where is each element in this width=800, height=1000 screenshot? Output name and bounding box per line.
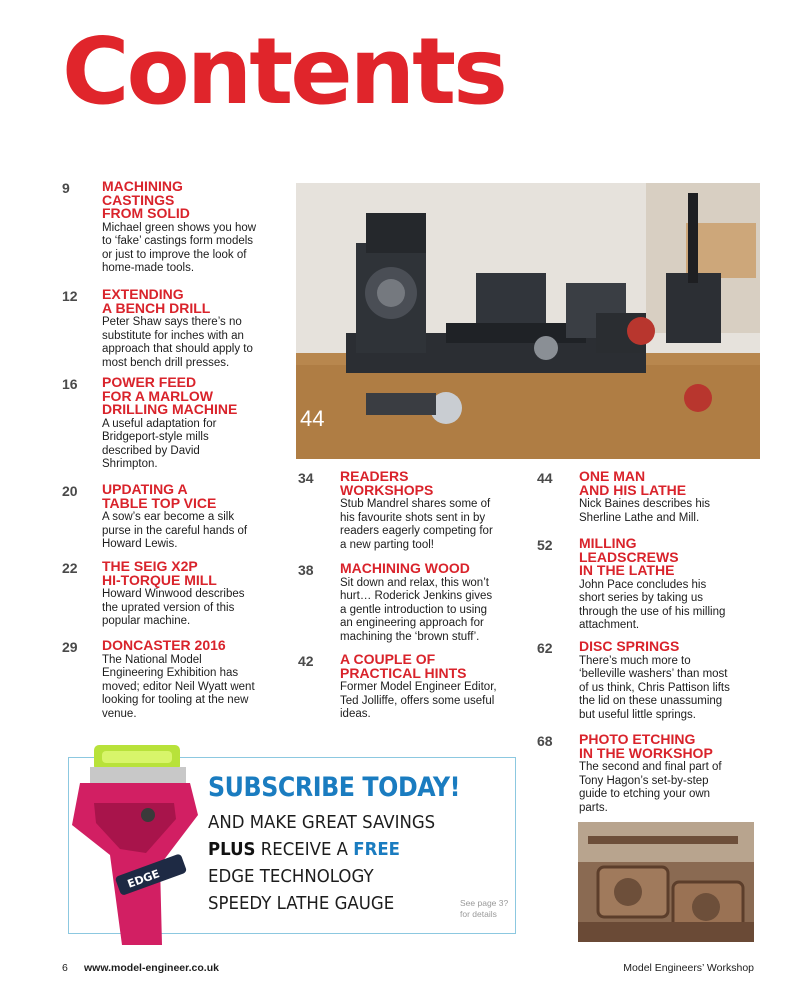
subscribe-line-gauge: SPEEDY LATHE GAUGE xyxy=(208,893,395,914)
entry-description-line: home-made tools. xyxy=(102,262,195,274)
entry-description-line: A sow’s ear become a silk xyxy=(102,511,235,523)
entry-body xyxy=(340,562,518,644)
entry-heading-line: DISC SPRINGS xyxy=(579,638,680,654)
subscribe-line-savings: AND MAKE GREAT SAVINGS xyxy=(208,812,436,833)
entry-description-line: the uprated version of this xyxy=(102,601,235,614)
gauge-brand-label: EDGE xyxy=(125,867,162,891)
entry-description-line: Tony Hagon’s set-by-step xyxy=(579,774,709,787)
entry-page-number: 12 xyxy=(62,288,78,304)
entry-description-line: through the use of his milling xyxy=(579,605,726,618)
entry-description-line: The second and final part of xyxy=(579,761,722,773)
free-word: FREE xyxy=(353,839,400,860)
entry-heading-line: A BENCH DRILL xyxy=(102,299,211,316)
entry-heading xyxy=(579,733,757,760)
entry-description-line: moved; editor Neil Wyatt went xyxy=(102,680,255,693)
entry-description xyxy=(579,498,757,525)
entry-heading-line: PHOTO ETCHING xyxy=(579,731,696,747)
entry-description xyxy=(102,222,280,276)
entry-body xyxy=(102,560,280,629)
entry-heading-line: FROM SOLID xyxy=(102,205,190,221)
footer-url[interactable]: www.model-engineer.co.uk xyxy=(84,962,219,974)
entry-body xyxy=(102,376,280,472)
entry-description xyxy=(579,761,757,815)
entry-heading xyxy=(579,640,757,654)
entry-description-line: John Pace concludes his xyxy=(579,578,707,591)
entry-description-line: Bridgeport-style mills xyxy=(102,431,209,443)
entry-page-number: 42 xyxy=(298,653,314,669)
entry-description xyxy=(102,588,280,629)
entry-description-line: The National Model xyxy=(102,653,202,666)
entry-description-line: or just to improve the look of xyxy=(102,248,247,261)
etching-photo xyxy=(578,822,754,942)
entry-heading xyxy=(102,639,280,653)
footer-magazine: Model Engineers’ Workshop xyxy=(623,962,754,974)
entry-description-line: Howard Lewis. xyxy=(102,538,178,550)
entry-description-line: Ted Jolliffe, offers some useful xyxy=(340,694,495,707)
entry-heading xyxy=(340,470,518,497)
entry-description-line: Sit down and relax, this won’t xyxy=(340,576,489,589)
entry-heading xyxy=(102,376,280,417)
entry-page-number: 68 xyxy=(537,733,553,749)
entry-heading-line: IN THE WORKSHOP xyxy=(579,744,713,761)
entry-heading xyxy=(340,562,518,576)
entry-page-number: 29 xyxy=(62,639,78,655)
entry-description xyxy=(340,681,518,722)
entry-heading-line: POWER FEED xyxy=(102,374,197,390)
entry-description-line: a gentle introduction to using xyxy=(340,603,488,616)
entry-description xyxy=(340,577,518,645)
entry-heading xyxy=(102,560,280,587)
entry-description-line: Sherline Lathe and Mill. xyxy=(579,511,700,524)
etching-photo-illustration xyxy=(578,822,754,942)
entry-heading-line: MILLING xyxy=(579,535,637,551)
entry-description-line: There’s much more to xyxy=(579,654,691,667)
entry-description-line: described by David xyxy=(102,444,200,457)
entry-page-number: 22 xyxy=(62,560,78,576)
entry-description-line: approach that should apply to xyxy=(102,343,253,355)
entry-heading xyxy=(102,483,280,510)
entry-page-number: 20 xyxy=(62,483,78,499)
entry-description-line: ideas. xyxy=(340,708,371,720)
entry-description-line: readers eagerly competing for xyxy=(340,525,493,537)
plus-word: PLUS xyxy=(208,839,256,860)
entry-description-line: hurt… Roderick Jenkins gives xyxy=(340,590,493,602)
entry-description xyxy=(579,579,757,633)
entry-heading-line: LEADSCREWS xyxy=(579,548,679,565)
subscribe-note xyxy=(460,898,508,920)
entry-heading-line: CASTINGS xyxy=(102,191,175,208)
lathe-gauge-illustration xyxy=(50,745,218,955)
entry-description-line: machining the ‘brown stuff’. xyxy=(340,630,480,643)
entry-heading xyxy=(102,288,280,315)
entry-description-line: venue. xyxy=(102,707,137,720)
subscribe-line-plus xyxy=(208,839,400,860)
footer-page-number: 6 xyxy=(62,962,68,974)
entry-heading-line: MACHINING xyxy=(102,178,183,194)
entry-description-line: parts. xyxy=(579,801,608,814)
entry-description-line: an engineering approach for xyxy=(340,617,484,629)
entry-page-number: 16 xyxy=(62,376,78,392)
entry-description-line: ‘belleville washers’ than most xyxy=(579,668,728,680)
entry-description-line: of us think, Chris Pattison lifts xyxy=(579,681,730,694)
entry-description-line: popular machine. xyxy=(102,615,191,627)
entry-description xyxy=(102,511,280,552)
entry-heading-line: UPDATING A xyxy=(102,481,188,497)
entry-page-number: 52 xyxy=(537,537,553,553)
entry-description-line: Peter Shaw says there’s no xyxy=(102,316,242,328)
entry-heading xyxy=(579,470,757,497)
subscribe-note-line2: for details xyxy=(460,909,497,919)
entry-body xyxy=(579,470,757,525)
entry-heading-line: READERS xyxy=(340,468,409,484)
photo-page-number: 44 xyxy=(300,406,325,431)
entry-heading-line: TABLE TOP VICE xyxy=(102,494,217,511)
entry-description-line: purse in the careful hands of xyxy=(102,524,248,537)
entry-description-line: substitute for inches with an xyxy=(102,329,244,342)
entry-description-line: to ‘fake’ castings form models xyxy=(102,235,254,247)
entry-heading-line: HI-TORQUE MILL xyxy=(102,571,217,588)
entry-description-line: guide to etching your own xyxy=(579,788,711,800)
entry-description-line: Nick Baines describes his xyxy=(579,498,711,510)
entry-description-line: short series by taking us xyxy=(579,592,704,604)
entry-heading xyxy=(340,653,518,680)
lathe-photo xyxy=(296,183,760,459)
entry-heading-line: THE SEIG X2P xyxy=(102,558,198,574)
entry-heading-line: A COUPLE OF xyxy=(340,651,436,667)
entry-description xyxy=(579,655,757,723)
entry-description-line: A useful adaptation for xyxy=(102,417,217,430)
entry-body xyxy=(102,483,280,552)
entry-description-line: looking for tooling at the new xyxy=(102,694,249,706)
entry-heading-line: EXTENDING xyxy=(102,286,184,302)
entry-heading-line: MACHINING WOOD xyxy=(340,560,470,576)
entry-description-line: attachment. xyxy=(579,619,640,631)
entry-body xyxy=(579,733,757,815)
lathe-photo-illustration xyxy=(296,183,760,459)
entry-body xyxy=(579,640,757,722)
lathe-gauge-image xyxy=(50,745,218,955)
entry-heading-line: ONE MAN xyxy=(579,468,646,484)
entry-heading-line: DONCASTER 2016 xyxy=(102,637,226,653)
entry-description-line: but useful little springs. xyxy=(579,708,696,721)
entry-description-line: Engineering Exhibition has xyxy=(102,667,239,679)
entry-body xyxy=(340,653,518,722)
entry-body xyxy=(102,288,280,370)
entry-description-line: Former Model Engineer Editor, xyxy=(340,681,497,693)
subscribe-line-edge: EDGE TECHNOLOGY xyxy=(208,866,374,887)
entry-description xyxy=(102,654,280,722)
entry-description-line: the lid on these unassuming xyxy=(579,695,723,707)
entry-description-line: Howard Winwood describes xyxy=(102,588,245,600)
entry-description xyxy=(102,418,280,472)
entry-heading-line: WORKSHOPS xyxy=(340,481,434,498)
entry-heading-line: FOR A MARLOW xyxy=(102,387,213,404)
page-title: Contents xyxy=(62,18,505,125)
entry-page-number: 62 xyxy=(537,640,553,656)
entry-heading-line: IN THE LATHE xyxy=(579,562,675,578)
entry-heading-line: PRACTICAL HINTS xyxy=(340,664,467,681)
entry-heading-line: DRILLING MACHINE xyxy=(102,401,238,417)
entry-page-number: 9 xyxy=(62,180,70,196)
entry-description-line: Shrimpton. xyxy=(102,458,158,470)
entry-description-line: Michael green shows you how xyxy=(102,221,257,234)
entry-body xyxy=(102,639,280,721)
entry-heading xyxy=(102,180,280,221)
entry-body xyxy=(340,470,518,552)
entry-description-line: his favourite shots sent in by xyxy=(340,511,486,524)
entry-description xyxy=(102,316,280,370)
entry-page-number: 44 xyxy=(537,470,553,486)
receive-text: RECEIVE A xyxy=(255,839,354,860)
entry-description-line: a new parting tool! xyxy=(340,538,434,551)
entry-body xyxy=(102,180,280,276)
entry-description-line: Stub Mandrel shares some of xyxy=(340,498,491,510)
entry-body xyxy=(579,537,757,633)
entry-description-line: most bench drill presses. xyxy=(102,356,230,369)
entry-heading-line: AND HIS LATHE xyxy=(579,481,687,498)
entry-heading xyxy=(579,537,757,578)
subscribe-note-line1: See page 3? xyxy=(460,898,509,908)
entry-page-number: 38 xyxy=(298,562,314,578)
entry-description xyxy=(340,498,518,552)
subscribe-title: SUBSCRIBE TODAY! xyxy=(208,772,461,803)
entry-page-number: 34 xyxy=(298,470,314,486)
